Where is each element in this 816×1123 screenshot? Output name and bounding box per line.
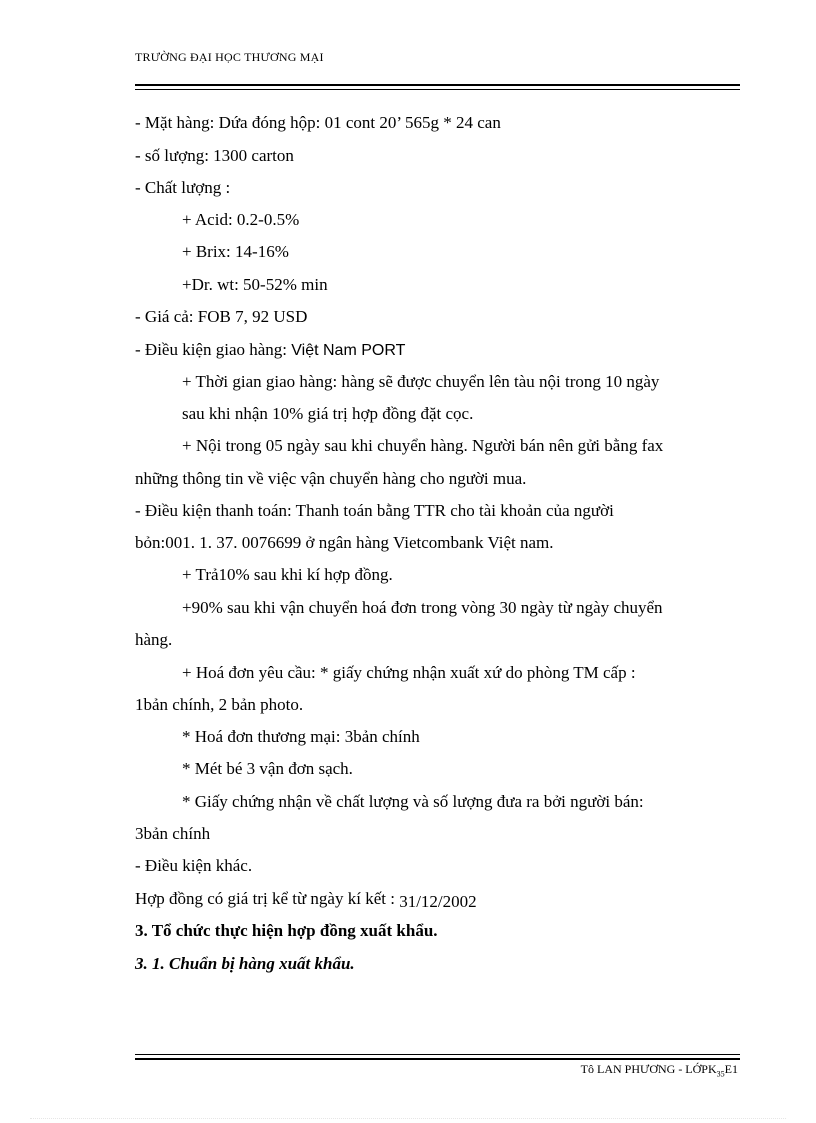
footer-class-suffix: E1 bbox=[724, 1062, 738, 1076]
header-rule-bottom bbox=[135, 89, 740, 90]
text-line-16: +90% sau khi vận chuyển hoá đơn trong vòng 30 ngày từ ngày chuyển bbox=[182, 598, 663, 617]
text-line-23: 3bản chính bbox=[135, 824, 211, 843]
text-line-6: +Dr. wt: 50-52% min bbox=[182, 275, 328, 294]
text-line-1: - Mặt hàng: Dứa đóng hộp: 01 cont 20’ 565g * 24 can bbox=[135, 113, 501, 132]
header-title: TRƯỜNG ĐẠI HỌC THƯƠNG MẠI bbox=[135, 50, 324, 64]
validity-date: 31/12/2002 bbox=[399, 892, 477, 911]
text-line-13: - Điều kiện thanh toán: Thanh toán bằng TTR cho tài khoản của người bbox=[135, 501, 614, 520]
text-line-2: - số lượng: 1300 carton bbox=[135, 146, 294, 165]
text-line-25 bbox=[135, 888, 477, 910]
text-line-9: + Thời gian giao hàng: hàng sẽ được chuyển lên tàu nội trong 10 ngày bbox=[182, 372, 660, 391]
text-line-5: + Brix: 14-16% bbox=[182, 242, 289, 261]
text-line-3: - Chất lượng : bbox=[135, 178, 231, 197]
delivery-label: - Điều kiện giao hàng: bbox=[135, 340, 292, 359]
text-line-19: 1bản chính, 2 bản photo. bbox=[135, 695, 304, 714]
text-line-18: + Hoá đơn yêu cầu: * giấy chứng nhận xuất xứ do phòng TM cấp : bbox=[182, 663, 636, 682]
delivery-port: Việt Nam PORT bbox=[291, 342, 406, 359]
validity-label: Hợp đồng có giá trị kể từ ngày kí kết : bbox=[135, 889, 400, 908]
text-line-21: * Mét bé 3 vận đơn sạch. bbox=[182, 759, 353, 778]
text-line-14: bỏn:001. 1. 37. 0076699 ở ngân hàng Vietcombank Việt nam. bbox=[135, 533, 554, 552]
text-line-17: hàng. bbox=[135, 630, 173, 649]
section-heading-3: 3. Tổ chức thực hiện hợp đồng xuất khẩu. bbox=[135, 921, 438, 940]
text-line-10: sau khi nhận 10% giá trị hợp đồng đặt cọc. bbox=[182, 404, 474, 423]
text-line-24: - Điều kiện khác. bbox=[135, 856, 253, 875]
footer-author-name: Tô LAN PHƯƠNG - LỚPK bbox=[580, 1062, 717, 1076]
text-line-12: những thông tin về việc vận chuyển hàng cho người mua. bbox=[135, 469, 527, 488]
text-line-15: + Trả10% sau khi kí hợp đồng. bbox=[182, 565, 393, 584]
footer-rule-bottom bbox=[135, 1058, 740, 1060]
text-line-4: + Acid: 0.2-0.5% bbox=[182, 210, 300, 229]
footer-rule-top bbox=[135, 1054, 740, 1055]
page-edge-dotted bbox=[30, 1118, 786, 1119]
header-rule-top bbox=[135, 84, 740, 86]
text-line-11: + Nội trong 05 ngày sau khi chuyển hàng. Người bán nên gửi bằng fax bbox=[182, 436, 664, 455]
footer-author bbox=[581, 1062, 738, 1078]
footer-class-subscript: 35 bbox=[716, 1069, 725, 1079]
text-line-20: * Hoá đơn thương mại: 3bản chính bbox=[182, 727, 420, 746]
section-heading-3-1: 3. 1. Chuẩn bị hàng xuất khẩu. bbox=[135, 954, 355, 973]
text-line-8 bbox=[135, 339, 405, 362]
text-line-22: * Giấy chứng nhận về chất lượng và số lượng đưa ra bởi người bán: bbox=[182, 792, 644, 811]
text-line-7: - Giá cả: FOB 7, 92 USD bbox=[135, 307, 308, 326]
